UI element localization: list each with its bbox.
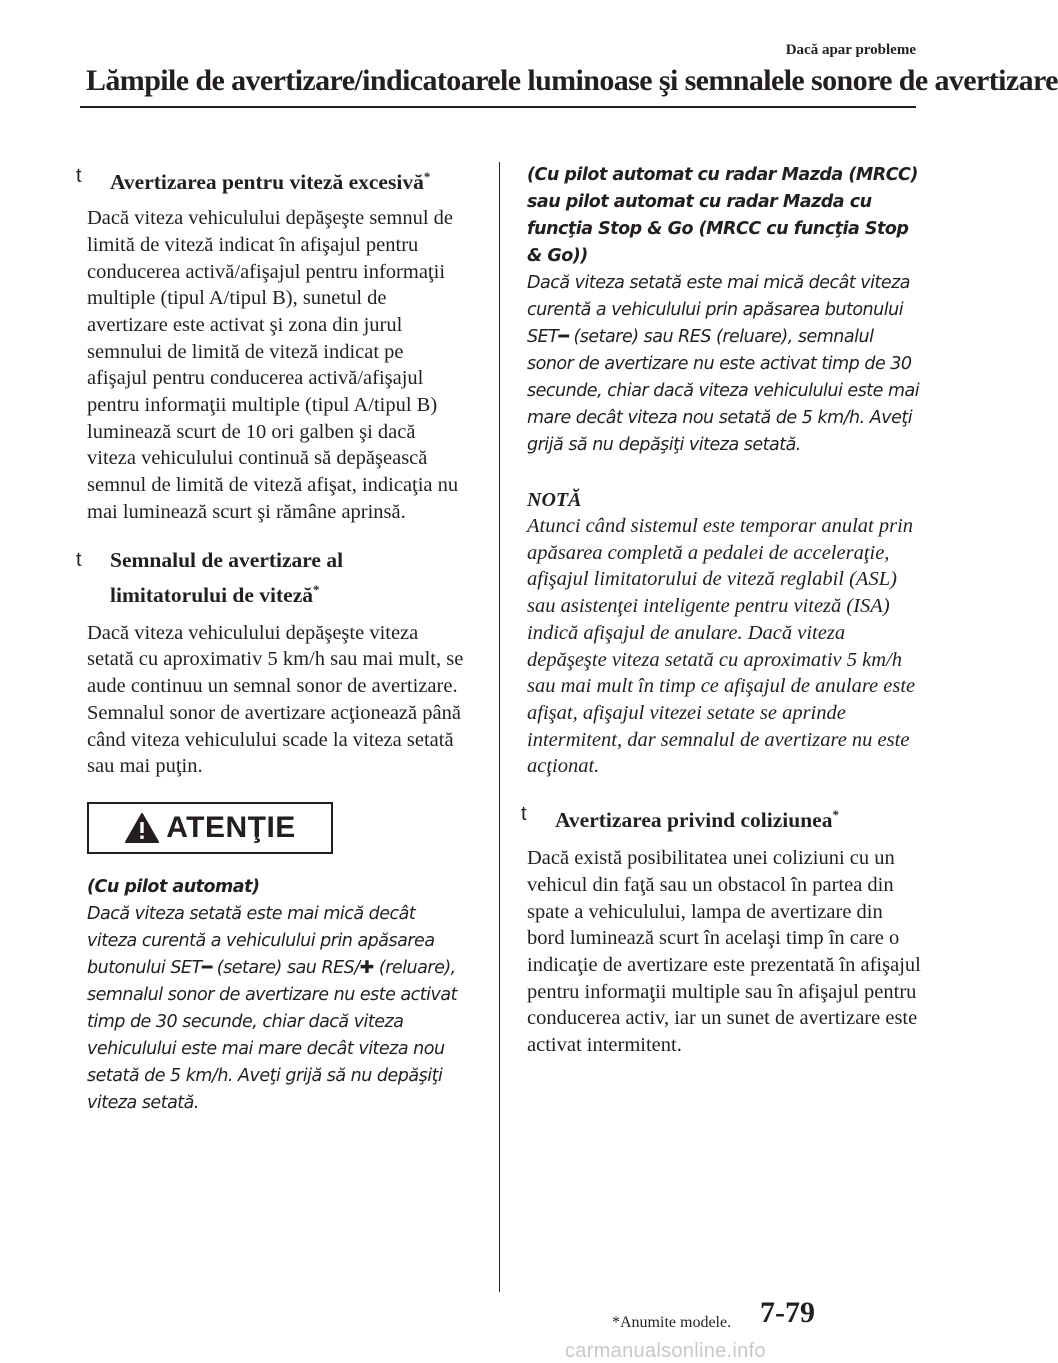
mrcc-heading: (Cu pilot automat cu radar Mazda (MRCC) sau pilot automat cu radar Mazda cu funcţia Stop & Go (MRCC cu funcţia Stop & Go)) [527, 165, 918, 266]
set-minus-icon: ━ [201, 957, 212, 978]
limiter-warning-title-line2: limitatorului de viteză [110, 582, 314, 607]
section-bullet-icon: t [76, 165, 82, 187]
cruise-text-part2: (setare) sau RES/ [211, 957, 360, 978]
cruise-text-part1: Dacă viteza setată este mai mică decât viteza curentă a vehiculului prin apăsarea butonului SET [87, 903, 435, 978]
caution-box [87, 802, 333, 854]
collision-warning-text: Dacă există posibilitatea unei coliziuni cu un vehicul din faţă sau un obstacol în partea din spate a vehiculului, lampa de avertizare din bord luminează scurt în acelaşi timp în care o indicaţie de avertizare este prezentată în afişajul pentru informaţii multiple sau în afişajul pentru conducerea activ, iar un sunet de avertizare este activat intermitent. [527, 847, 921, 1057]
page-title: Lămpile de avertizare/indicatoarele luminoase şi semnalele sonore de avertizare [86, 64, 1058, 97]
footnote: *Anumite modele. [612, 1314, 732, 1331]
left-column [68, 162, 468, 1117]
note-title: NOTĂ [527, 489, 582, 511]
cruise-heading: (Cu pilot automat) [87, 876, 260, 897]
caution-label: ATENŢIE [166, 810, 296, 844]
mrcc-caution-text [527, 270, 922, 459]
speed-warning-text: Dacă viteza vehiculului depăşeşte semnul de limită de viteză indicat în afişajul pentru conducerea activă/afişajul pentru informaţii multiple (tipul A/tipul B), sunetul de avertizare este activat şi zona din jurul semnului de limită de viteză indicat pe afişajul pentru conducerea activă/afişajul pentru informaţii multiple (tipul A/tipul B) luminează scurt de 10 ori galben şi dacă viteza vehiculului continuă să depăşească semnul de limită de viteză afişat, indicaţia nu mai luminează scurt şi rămâne aprinsă. [87, 207, 459, 523]
speed-warning-heading [68, 162, 468, 197]
limiter-warning-text: Dacă viteza vehiculului depăşeşte viteza setată cu aproximativ 5 km/h sau mai mult, se aude continuu un semnal sonor de avertizare. Semnalul sonor de avertizare acţionează până când viteza vehiculului scade la viteza setată sau mai puţin. [87, 621, 464, 778]
mrcc-text-part2: (setare) sau RES (reluare), semnalul sonor de avertizare nu este activat timp de 30 secunde, chiar dacă viteza vehiculului este mai mare decât viteza nou setată de 5 km/h. Aveţi grijă să nu depăşiţi viteza setată. [527, 327, 920, 455]
chapter-title: Dacă apar probleme [785, 42, 916, 58]
model-asterisk: * [313, 581, 320, 597]
page-number: 7-79 [760, 1296, 815, 1329]
res-plus-icon: ✚ [359, 957, 374, 978]
warning-triangle-icon [124, 812, 160, 844]
limiter-warning-title-line1: Semnalul de avertizare al [110, 547, 344, 572]
limiter-warning-heading [68, 546, 468, 610]
watermark: carmanualsonline.info [565, 1340, 766, 1362]
cruise-text-part3: (reluare), semnalul sonor de avertizare nu este activat timp de 30 secunde, chiar dacă viteza vehiculului este mai mare decât viteza nou setată de 5 km/h. Aveţi grijă să nu depăşiţi viteza setată. [87, 957, 457, 1113]
note-text: Atunci când sistemul este temporar anulat prin apăsarea completă a pedalei de acceleraţie, afişajul limitatorului de viteză reglabil (ASL) sau asistenţei inteligente pentru viteză (ISA) indică afişajul de anulare. Dacă viteza depăşeşte viteza setată cu aproximativ 5 km/h sau mai mult în timp ce afişajul de anulare este afişat, afişajul vitezei setate se aprinde intermitent, dar semnalul de avertizare nu este acţionat. [527, 515, 916, 778]
column-divider [499, 162, 500, 1292]
section-bullet-icon: t [521, 803, 527, 826]
set-minus-icon: ━ [558, 327, 569, 347]
mrcc-text-part1: Dacă viteza setată este mai mică decât viteza curentă a vehiculului prin apăsarea butonului SET [527, 273, 911, 347]
cruise-caution-text [68, 901, 468, 1117]
header-divider [80, 106, 916, 108]
collision-warning-title: Avertizarea privind coliziunea [555, 808, 833, 833]
model-asterisk: * [832, 807, 839, 823]
right-column [521, 162, 922, 1059]
section-bullet-icon: t [76, 548, 82, 571]
speed-warning-title: Avertizarea pentru viteză excesivă [110, 170, 424, 195]
model-asterisk: * [423, 169, 431, 184]
collision-warning-heading [521, 800, 922, 835]
